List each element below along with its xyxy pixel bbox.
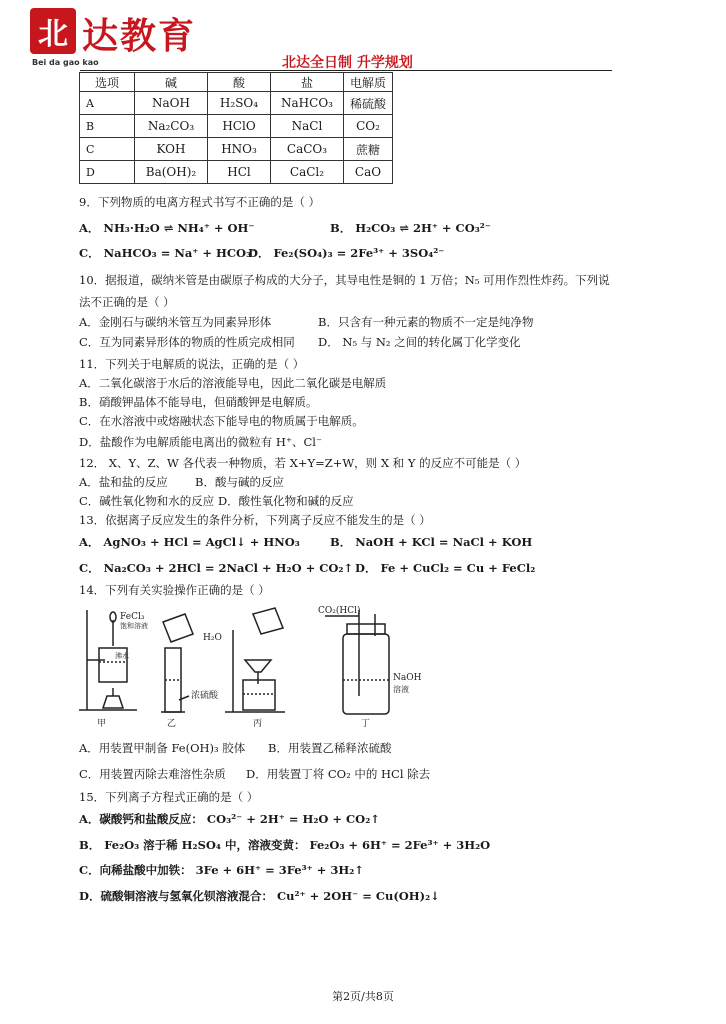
label-fecl3-sub: 饱和溶液	[120, 622, 148, 630]
table-cell: H₂SO₄	[208, 92, 271, 115]
table-cell: KOH	[135, 138, 208, 161]
apparatus-ding	[325, 610, 389, 714]
q9-option-a: A． NH₃·H₂O ⇌ NH₄⁺ + OH⁻	[79, 221, 255, 235]
q10-option-d: D． N₅ 与 N₂ 之间的转化属丁化学变化	[318, 335, 521, 349]
label-h2o: H₂O	[203, 633, 222, 643]
label-acid: 浓硫酸	[191, 691, 219, 701]
q11-option-b: B．硝酸钾晶体不能导电，但硝酸钾是电解质。	[79, 395, 318, 409]
q12-option-b: B．酸与碱的反应	[195, 475, 284, 489]
q15-option-d: D．硫酸铜溶液与氢氧化钡溶液混合： Cu²⁺ + 2OH⁻ = Cu(OH)₂↓	[79, 889, 440, 903]
table-cell: HNO₃	[208, 138, 271, 161]
table-row	[80, 115, 393, 138]
q10-stem-line2: 法不正确的是（ ）	[79, 295, 175, 309]
table-cell: C	[80, 138, 135, 161]
q12-options-cd: C．碱性氧化物和水的反应 D．酸性氧化物和碱的反应	[79, 494, 354, 508]
table-cell: CaCO₃	[271, 138, 344, 161]
q9-option-b: B． H₂CO₃ ⇌ 2H⁺ + CO₃²⁻	[330, 221, 491, 235]
label-ding: 丁	[361, 719, 371, 729]
label-naoh: NaOH	[393, 673, 422, 683]
q11-option-a: A．二氧化碳溶于水后的溶液能导电，因此二氧化碳是电解质	[79, 376, 387, 390]
apparatus-figure	[75, 600, 465, 735]
page-number: 第2页/共8页	[332, 990, 394, 1003]
table-cell: CaCl₂	[271, 161, 344, 184]
q14-option-c: C．用装置丙除去难溶性杂质	[79, 767, 226, 781]
table-cell: NaCl	[271, 115, 344, 138]
q14-option-d: D．用装置丁将 CO₂ 中的 HCl 除去	[246, 767, 431, 781]
q9-stem: 9．下列物质的电离方程式书写不正确的是（ ）	[79, 195, 320, 209]
label-bing: 丙	[253, 719, 263, 729]
q11-option-c: C．在水溶液中或熔融状态下能导电的物质属于电解质。	[79, 414, 364, 428]
q15-option-b: B． Fe₂O₃ 溶于稀 H₂SO₄ 中，溶液变黄： Fe₂O₃ + 6H⁺ = 2Fe³⁺ + 3H₂O	[79, 838, 491, 852]
table-row	[80, 138, 393, 161]
q10-option-c: C．互为同素异形体的物质的性质完成相同	[79, 335, 295, 349]
label-naoh-sub: 溶液	[393, 685, 409, 694]
apparatus-yi	[161, 614, 193, 712]
table-cell: Ba(OH)₂	[135, 161, 208, 184]
table-header: 选项	[80, 73, 135, 92]
table-cell: NaOH	[135, 92, 208, 115]
table-header: 酸	[208, 73, 271, 92]
table-header: 碱	[135, 73, 208, 92]
table-cell: CO₂	[344, 115, 393, 138]
q10-option-b: B．只含有一种元素的物质不一定是纯净物	[318, 315, 534, 329]
q12-option-a: A．盐和盐的反应	[79, 475, 168, 489]
q15-stem: 15．下列离子方程式正确的是（ ）	[79, 790, 259, 804]
table-cell: HCl	[208, 161, 271, 184]
q15-option-c: C．向稀盐酸中加铁： 3Fe + 6H⁺ = 3Fe³⁺ + 3H₂↑	[79, 863, 364, 877]
q13-option-d: D． Fe + CuCl₂ = Cu + FeCl₂	[355, 561, 536, 575]
q13-option-c: C． Na₂CO₃ + 2HCl = 2NaCl + H₂O + CO₂↑	[79, 561, 354, 575]
q13-stem: 13．依据离子反应发生的条件分析，下列离子反应不能发生的是（ ）	[79, 513, 431, 527]
table-cell: NaHCO₃	[271, 92, 344, 115]
q10-stem-line1: 10．据报道，碳纳米管是由碳原子构成的大分子，其导电性是铜的 1 万倍；N₅ 可用作烈性炸药。下列说	[79, 273, 610, 287]
table-header-row	[80, 73, 393, 92]
q14-option-b: B．用装置乙稀释浓硫酸	[268, 741, 392, 755]
options-table	[79, 72, 393, 184]
q10-option-a: A．金刚石与碳纳米管互为同素异形体	[79, 315, 272, 329]
table-cell: 稀硫酸	[344, 92, 393, 115]
table-cell: Na₂CO₃	[135, 115, 208, 138]
logo-char: 北	[38, 17, 68, 52]
table-cell: B	[80, 115, 135, 138]
q11-option-d: D．盐酸作为电解质能电离出的微粒有 H⁺、Cl⁻	[79, 435, 323, 449]
label-yi: 乙	[167, 719, 177, 729]
label-jia: 甲	[97, 719, 107, 729]
table-cell: D	[80, 161, 135, 184]
q12-stem: 12． X、Y、Z、W 各代表一种物质，若 X+Y=Z+W，则 X 和 Y 的反应不可能是（ ）	[79, 456, 527, 470]
logo-text: 达教育	[82, 15, 197, 57]
q14-option-a: A．用装置甲制备 Fe(OH)₃ 胶体	[79, 741, 246, 755]
table-cell: CaO	[344, 161, 393, 184]
logo-icon	[30, 8, 76, 54]
q13-option-b: B． NaOH + KCl = NaCl + KOH	[330, 535, 533, 549]
q13-option-a: A． AgNO₃ + HCl = AgCl↓ + HNO₃	[79, 535, 300, 549]
apparatus-bing	[225, 608, 285, 712]
header-divider	[80, 70, 612, 71]
q14-stem: 14．下列有关实验操作正确的是（ ）	[79, 583, 270, 597]
table-cell: HClO	[208, 115, 271, 138]
table-header: 盐	[271, 73, 344, 92]
table-row	[80, 161, 393, 184]
q11-stem: 11．下列关于电解质的说法，正确的是（ ）	[79, 357, 305, 371]
table-cell: A	[80, 92, 135, 115]
table-header: 电解质	[344, 73, 393, 92]
q9-option-c: C． NaHCO₃ = Na⁺ + HCO₃⁻	[79, 246, 258, 260]
table-row	[80, 92, 393, 115]
label-co2: CO₂(HCl)	[318, 606, 361, 616]
logo-pinyin: Bei da gao kao	[32, 58, 99, 67]
q9-option-d: D． Fe₂(SO₄)₃ = 2Fe³⁺ + 3SO₄²⁻	[248, 246, 445, 260]
q15-option-a: A．碳酸钙和盐酸反应： CO₃²⁻ + 2H⁺ = H₂O + CO₂↑	[79, 812, 380, 826]
table-cell: 蔗糖	[344, 138, 393, 161]
label-water: 沸水	[115, 652, 129, 660]
slogan: 北达全日制 升学规划	[282, 55, 413, 71]
label-fecl3: FeCl₃	[120, 612, 145, 622]
